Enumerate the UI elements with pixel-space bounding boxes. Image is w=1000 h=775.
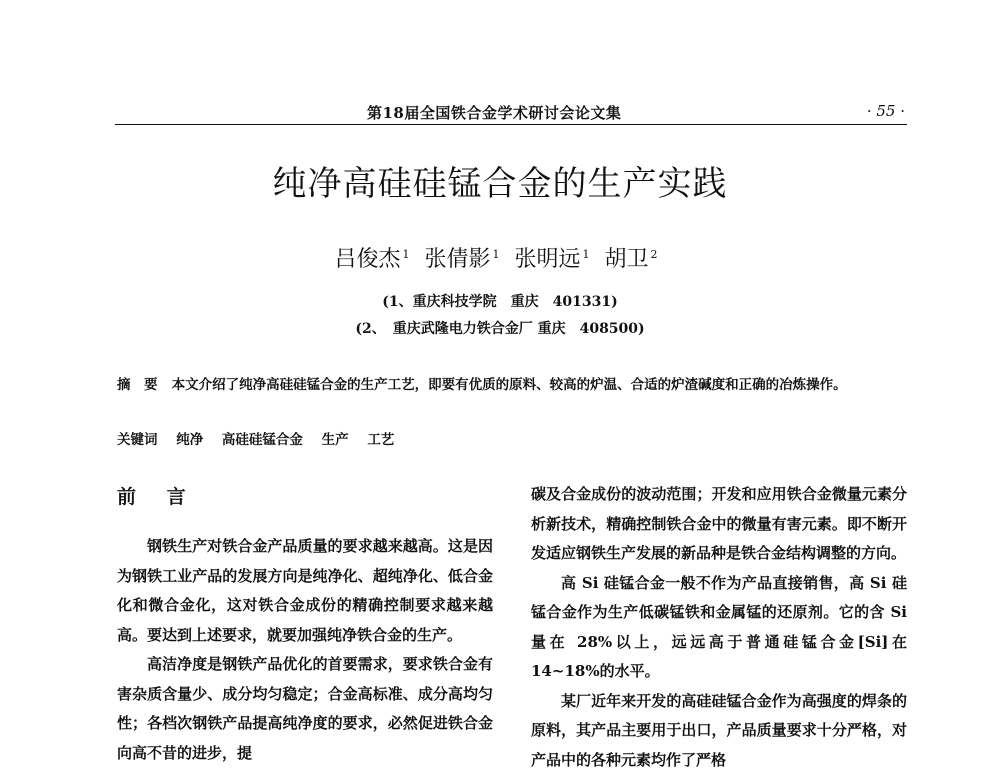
keyword: 工艺 — [367, 432, 394, 448]
abstract-label: 摘 要 — [117, 377, 158, 393]
running-header — [115, 100, 907, 125]
affiliation-2: (2、 重庆武隆电力铁合金厂 重庆 408500) — [0, 318, 1000, 338]
proceedings-title: 第18届全国铁合金学术研讨会论文集 — [367, 102, 621, 123]
keywords — [117, 428, 408, 448]
left-column — [117, 532, 493, 768]
author-affiliation-mark: 2 — [651, 248, 658, 261]
author-name: 张明远 — [515, 247, 581, 272]
paragraph: 某厂近年来开发的高硅硅锰合金作为高强度的焊条的原料，其产品主要用于出口，产品质量要求十分严格，对产品中的各种元素均作了严格 — [531, 687, 907, 775]
page-number: · 55 · — [867, 102, 905, 120]
keyword: 纯净 — [176, 432, 203, 448]
paragraph: 高洁净度是钢铁产品优化的首要需求，要求铁合金有害杂质含量少、成分均匀稳定；合金高标准、成分高均匀性；各档次钢铁产品提高纯净度的要求，必然促进铁合金向高不昔的进步，提 — [117, 650, 493, 768]
affiliation-1: (1、重庆科技学院 重庆 401331) — [0, 291, 1000, 311]
keywords-label: 关键词 — [117, 432, 158, 448]
right-column — [531, 480, 907, 775]
author-name: 吕俊杰 — [334, 247, 400, 272]
author-affiliation-mark: 1 — [402, 248, 409, 261]
author-name: 张倩影 — [424, 247, 490, 272]
paper-title: 纯净高硅硅锰合金的生产实践 — [0, 156, 1000, 205]
section-heading: 前 言 — [117, 482, 198, 509]
paragraph: 高 Si 硅锰合金一般不作为产品直接销售，高 Si 硅锰合金作为生产低碳锰铁和金属锰的还原剂。它的含 Si 量在 28%以上，远远高于普通硅锰合金[Si]在 14~18%的水平。 — [531, 569, 907, 687]
keyword: 生产 — [322, 432, 349, 448]
paragraph: 钢铁生产对铁合金产品质量的要求越来越高。这是因为钢铁工业产品的发展方向是纯净化、超纯净化、低合金化和微合金化，这对铁合金成份的精确控制要求越来越高。要达到上述要求，就要加强纯净铁合金的生产。 — [117, 532, 493, 650]
author-name: 胡卫 — [605, 247, 649, 272]
paragraph: 碳及合金成份的波动范围；开发和应用铁合金微量元素分析新技术，精确控制铁合金中的微量有害元素。即不断开发适应钢铁生产发展的新品种是铁合金结构调整的方向。 — [531, 480, 907, 569]
abstract-text: 本文介绍了纯净高硅硅锰合金的生产工艺，即要有优质的原料、较高的炉温、合适的炉渣碱度和正确的冶炼操作。 — [172, 377, 847, 393]
abstract — [117, 372, 907, 399]
author-affiliation-mark: 1 — [583, 248, 590, 261]
author-affiliation-mark: 1 — [493, 248, 500, 261]
author-list — [0, 242, 1000, 273]
keyword: 高硅硅锰合金 — [222, 432, 303, 448]
